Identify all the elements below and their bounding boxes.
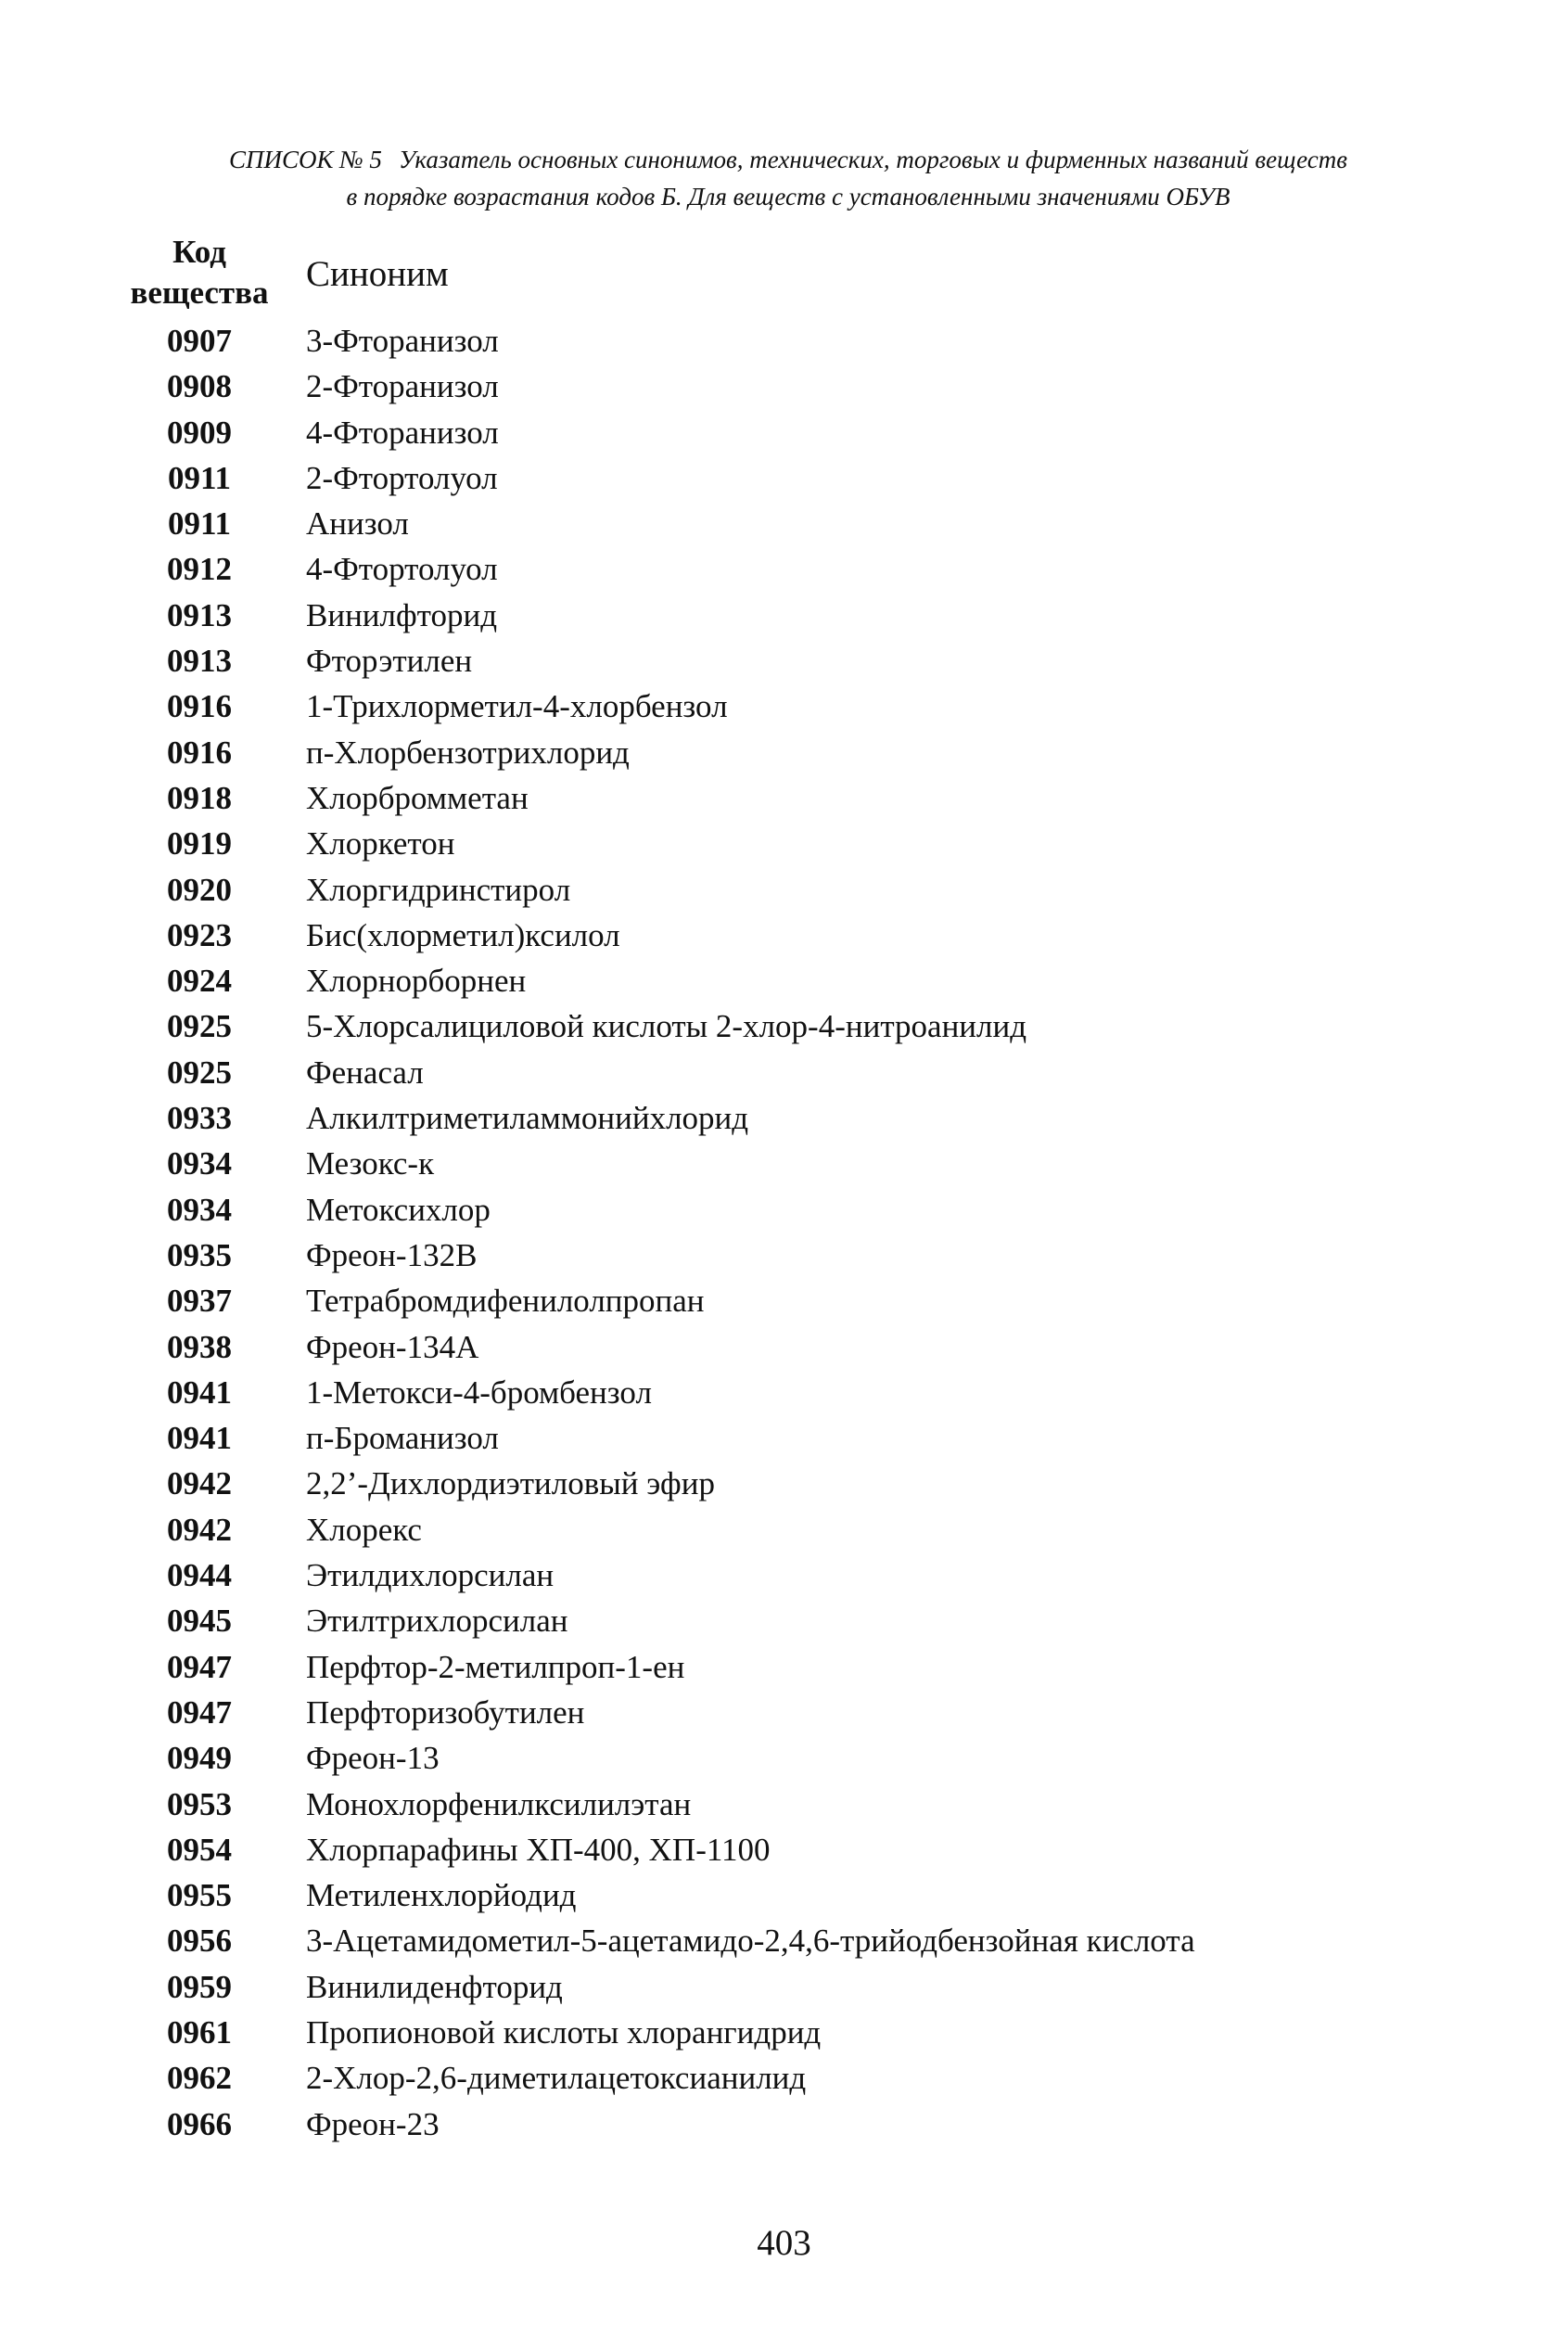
substance-code: 0919 <box>167 825 232 862</box>
synonym-name: 2-Фтортолуол <box>306 459 498 496</box>
synonym-name: Фреон-23 <box>306 2105 440 2142</box>
synonym-name: 2-Фторанизол <box>306 368 499 405</box>
table-row <box>0 1827 1568 1872</box>
table-row <box>0 1003 1568 1049</box>
synonym-name: Монохлорфенилксилилэтан <box>306 1785 692 1822</box>
synonym-name: Винилиденфторид <box>306 1968 563 2005</box>
table-row <box>0 501 1568 546</box>
synonym-name: Хлорбромметан <box>306 779 529 816</box>
substance-code: 0934 <box>167 1145 232 1182</box>
substance-code: 0925 <box>167 1054 232 1091</box>
substance-code: 0944 <box>167 1557 232 1594</box>
table-row <box>0 1690 1568 1735</box>
substance-code: 0941 <box>167 1420 232 1457</box>
synonym-name: Метиленхлорйодид <box>306 1877 577 1914</box>
header-line-1 <box>139 141 1437 178</box>
table-row <box>0 1141 1568 1186</box>
substance-code: 0961 <box>167 2013 232 2051</box>
table-row <box>0 730 1568 775</box>
column-header-code-line-1: Код <box>172 234 226 270</box>
synonym-name: 5-Хлорсалициловой кислоты 2-хлор-4-нитроанилид <box>306 1008 1027 1045</box>
synonym-name: Этилтрихлорсилан <box>306 1603 568 1640</box>
table-row <box>0 1278 1568 1323</box>
substance-code: 0959 <box>167 1968 232 2005</box>
table-row <box>0 867 1568 913</box>
synonym-name: Хлорекс <box>306 1511 422 1548</box>
list-number: СПИСОК № 5 <box>229 146 382 173</box>
table-row <box>0 638 1568 684</box>
synonym-name: Фреон-13 <box>306 1740 440 1777</box>
list-title-line-2: в порядке возрастания кодов Б. Для веществ с установленными значениями ОБУВ <box>346 183 1230 211</box>
synonym-table <box>0 318 1568 2147</box>
table-row <box>0 318 1568 364</box>
synonym-name: Бис(хлорметил)ксилол <box>306 916 620 953</box>
synonym-name: п-Хлорбензотрихлорид <box>306 734 630 771</box>
table-row <box>0 2102 1568 2147</box>
synonym-name: Перфтор-2-метилпроп-1-ен <box>306 1648 685 1685</box>
substance-code: 0953 <box>167 1785 232 1822</box>
substance-code: 0909 <box>167 414 232 451</box>
synonym-name: Хлорпарафины ХП-400, ХП-1100 <box>306 1831 771 1868</box>
substance-code: 0908 <box>167 368 232 405</box>
synonym-name: Перфторизобутилен <box>306 1693 585 1731</box>
substance-code: 0962 <box>167 2060 232 2097</box>
synonym-name: Этилдихлорсилан <box>306 1557 555 1594</box>
table-row <box>0 410 1568 455</box>
synonym-name: Фреон-134А <box>306 1328 479 1365</box>
table-row <box>0 1552 1568 1598</box>
table-row <box>0 1964 1568 2010</box>
substance-code: 0916 <box>167 688 232 725</box>
table-row <box>0 1507 1568 1552</box>
substance-code: 0947 <box>167 1648 232 1685</box>
table-row <box>0 775 1568 821</box>
synonym-name: Хлорнорборнен <box>306 963 527 1000</box>
table-row <box>0 1644 1568 1690</box>
table-row <box>0 1324 1568 1370</box>
synonym-name: Алкилтриметиламмонийхлорид <box>306 1100 749 1137</box>
table-row <box>0 1461 1568 1506</box>
synonym-name: Тетрабромдифенилолпропан <box>306 1283 705 1320</box>
table-row <box>0 593 1568 638</box>
table-row <box>0 958 1568 1003</box>
table-row <box>0 2010 1568 2055</box>
synonym-name: Винилфторид <box>306 596 498 633</box>
substance-code: 0907 <box>167 323 232 359</box>
table-row <box>0 1095 1568 1141</box>
substance-code: 0911 <box>167 459 232 496</box>
table-row <box>0 364 1568 409</box>
substance-code: 0925 <box>167 1008 232 1045</box>
table-row <box>0 1735 1568 1781</box>
synonym-name: Фреон-132В <box>306 1236 478 1273</box>
substance-code: 0942 <box>167 1511 232 1548</box>
list-header <box>139 141 1437 215</box>
table-row <box>0 1233 1568 1278</box>
substance-code: 0955 <box>167 1877 232 1914</box>
substance-code: 0945 <box>167 1603 232 1640</box>
substance-code: 0913 <box>167 643 232 680</box>
synonym-name: Хлоркетон <box>306 825 455 862</box>
substance-code: 0935 <box>167 1236 232 1273</box>
synonym-name: Анизол <box>306 505 409 543</box>
substance-code: 0954 <box>167 1831 232 1868</box>
substance-code: 0938 <box>167 1328 232 1365</box>
synonym-name: 3-Фторанизол <box>306 323 499 359</box>
synonym-name: Метоксихлор <box>306 1191 491 1228</box>
column-header-synonym: Синоним <box>306 254 449 294</box>
synonym-name: Хлоргидринстирол <box>306 871 571 908</box>
table-row <box>0 1598 1568 1643</box>
table-row <box>0 455 1568 501</box>
synonym-name: 4-Фтортолуол <box>306 551 498 588</box>
substance-code: 0913 <box>167 596 232 633</box>
substance-code: 0912 <box>167 551 232 588</box>
synonym-name: Пропионовой кислоты хлорангидрид <box>306 2013 822 2051</box>
substance-code: 0916 <box>167 734 232 771</box>
page-number: 403 <box>757 2223 811 2263</box>
list-title-line-1: Указатель основных синонимов, технических, торговых и фирменных названий веществ <box>398 146 1347 173</box>
synonym-name: 1-Трихлорметил-4-хлорбензол <box>306 688 728 725</box>
substance-code: 0949 <box>167 1740 232 1777</box>
synonym-name: Фенасал <box>306 1054 424 1091</box>
substance-code: 0911 <box>167 505 232 543</box>
substance-code: 0947 <box>167 1693 232 1731</box>
table-row <box>0 1187 1568 1233</box>
table-row <box>0 2055 1568 2101</box>
table-row <box>0 913 1568 958</box>
table-row <box>0 1050 1568 1095</box>
table-row <box>0 684 1568 729</box>
synonym-name: Мезокс-к <box>306 1145 435 1182</box>
substance-code: 0941 <box>167 1374 232 1411</box>
substance-code: 0937 <box>167 1283 232 1320</box>
table-row <box>0 1918 1568 1963</box>
table-row <box>0 1782 1568 1827</box>
substance-code: 0942 <box>167 1465 232 1502</box>
table-row <box>0 821 1568 866</box>
substance-code: 0934 <box>167 1191 232 1228</box>
table-row <box>0 1415 1568 1461</box>
substance-code: 0920 <box>167 871 232 908</box>
synonym-name: 4-Фторанизол <box>306 414 499 451</box>
substance-code: 0933 <box>167 1100 232 1137</box>
substance-code: 0923 <box>167 916 232 953</box>
table-row <box>0 1370 1568 1415</box>
synonym-name: 3-Ацетамидометил-5-ацетамидо-2,4,6-трийодбензойная кислота <box>306 1923 1195 1960</box>
substance-code: 0966 <box>167 2105 232 2142</box>
synonym-name: п-Броманизол <box>306 1420 499 1457</box>
synonym-name: 2,2’-Дихлордиэтиловый эфир <box>306 1465 715 1502</box>
table-row <box>0 546 1568 592</box>
substance-code: 0918 <box>167 779 232 816</box>
table-row <box>0 1872 1568 1918</box>
substance-code: 0924 <box>167 963 232 1000</box>
column-header-code <box>121 232 278 313</box>
substance-code: 0956 <box>167 1923 232 1960</box>
synonym-name: 2-Хлор-2,6-диметилацетоксианилид <box>306 2060 807 2097</box>
synonym-name: 1-Метокси-4-бромбензол <box>306 1374 652 1411</box>
column-header-code-line-2: вещества <box>130 275 269 311</box>
synonym-name: Фторэтилен <box>306 643 473 680</box>
